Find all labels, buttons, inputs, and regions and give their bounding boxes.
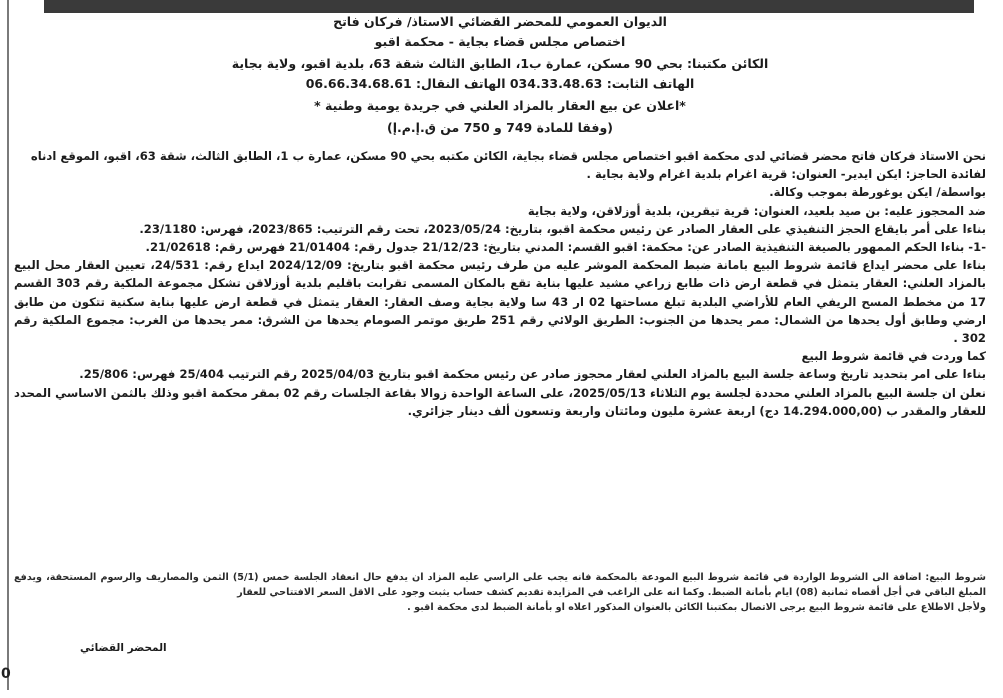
sale-conditions-notes: [14, 570, 986, 615]
top-black-bar: [44, 0, 974, 13]
jurisdiction-line: اختصاص مجلس قضاء بجاية - محكمة اقبو: [374, 34, 626, 49]
office-address: الكائن مكتبنا: بحي 90 مسكن، عمارة ب1، الطابق الثالث شقة 63، بلدية اقبو، ولاية بجاية: [231, 56, 769, 71]
representative-line: بواسطة/ ايكن يوغورطة بموجب وكالة.: [769, 185, 986, 200]
office-title: الديوان العمومي للمحضر القضائي الاستاذ/ فركان فاتح: [333, 14, 667, 29]
bailiff-signature-label: المحضر القضائي: [80, 642, 167, 654]
bailiff-intro: نحن الاستاذ فركان فاتح محضر قضائي لدى محكمة اقبو اختصاص مجلس قضاء بجاية، الكائن مكتبه بحي 90 مسكن، عمارة ب 1، الطابق الثالث، شقة 63، اقبو، الموقع ادناه: [30, 149, 986, 163]
document-page: [14, 14, 986, 694]
page-number: 0: [1, 666, 11, 682]
debtor-line: ضد المحجوز عليه: بن صيد بلعيد، العنوان: قرية تيقرين، بلدية أوزلاقن، ولاية بجاية: [527, 203, 986, 218]
consultation-note: ولأجل الاطلاع على قائمة شروط البيع يرجى الاتصال بمكتبنا الكائن بالعنوان المذكور اعلاه او بأمانة الضبط لدى محكمة اقبو .: [407, 602, 986, 613]
creditor-line: لفائدة الحاجز: ايكن ايدير- العنوان: قرية اغرام بلدية اغرام ولاية بجاية .: [586, 167, 986, 182]
judgment-reference: -1- بناءا الحكم الممهور بالصيغة التنفيذية الصادر عن: محكمة: اقبو القسم: المدني بتاريخ: 21/12/23 جدول رقم: 21/01404 فهرس رقم: 21/02618.: [145, 240, 986, 255]
hearing-order: بناءا على امر بتحديد تاريخ وساعة جلسة البيع بالمزاد العلني لعقار محجوز صادر عن رئيس محكمة اقبو بتاريخ 2025/04/03 رقم الترتيب 25/404 فهرس: 25/806.: [79, 367, 986, 382]
announcement-title: *اعلان عن بيع العقار بالمزاد العلني في جريدة يومية وطنية *: [314, 98, 686, 113]
legal-basis: (وفقا للمادة 749 و 750 من ق.إ.م.إ): [387, 120, 613, 135]
sale-conditions: شروط البيع: اضافة الى الشروط الواردة في قائمة شروط البيع المودعة بالمحكمة فانه يجب على الراسي عليه المزاد ان يدفع حال انعقاد الجلسة خمس (5/1) الثمن والمصاريف والرسوم المستحقة، ويدفع المبلغ الباقي في أجل أقصاه ثمانية (08) ايام بأمانة الضبط. وكما انه على الراغب في المزايدة تقديم كشف حساب يثبت وجود على الاقل السعر الافتتاحي للعقار: [14, 572, 986, 598]
conditions-reference: كما وردت في قائمة شروط البيع: [801, 349, 986, 364]
phone-numbers: الهاتف الثابت: 034.33.48.63 الهاتف النقال: 06.66.34.68.61: [305, 76, 695, 91]
announcement-body: [14, 147, 986, 420]
property-description: بناءا على محضر ايداع قائمة شروط البيع بامانة ضبط المحكمة الموشر عليه من طرف رئيس محكمة اقبو بتاريخ: 2024/12/09 ايداع رقم: 24/531، تعيين العقار محل البيع بالمزاد العلني: العقار يتمثل في قطعة ارض ذات طابع زراعي مشيد عليها بناية تقع بالمكان المسمى تقرابت باقليم بلدية أوزلاقن تشكل مجموعة الملكية رقم 303 القسم 17 من مخطط المسح الريفي العام للأراضي البلدية تبلغ مساحتها 02 ار 43 سا ولاية بجاية وصف العقار: العقار يتمثل في قطعة ارض عليها بناية سكنية تتكون من طابق ارضي وطابق أول يحدها من الشمال: ممر يحدها من الجنوب: الطريق الولائي رقم 251 طريق موتمر الصومام يحدها من الشرق: ممر يحدها من الغرب: مجموع الملكية رقم 302 .: [14, 258, 986, 346]
seizure-order: بناءا على أمر بايقاع الحجز التنفيذي على العقار الصادر عن رئيس محكمة اقبو، بتاريخ: 2023/05/24، تحت رقم الترتيب: 2023/865، فهرس: 23/1180.: [139, 221, 986, 236]
auction-announcement: نعلن ان جلسة البيع بالمزاد العلني محددة لجلسة يوم الثلاثاء 2025/05/13، على الساعة الواحدة زوالا بقاعة الجلسات رقم 02 بمقر محكمة اقبو وذلك بالثمن الاساسي المحدد للعقار والمقدر ب (14.294.000,00 دج) اربعة عشرة مليون ومائتان واربعة وتسعون ألف دينار جزائري.: [14, 385, 986, 418]
left-margin-rule: [7, 0, 9, 690]
signature-block: [14, 642, 986, 654]
